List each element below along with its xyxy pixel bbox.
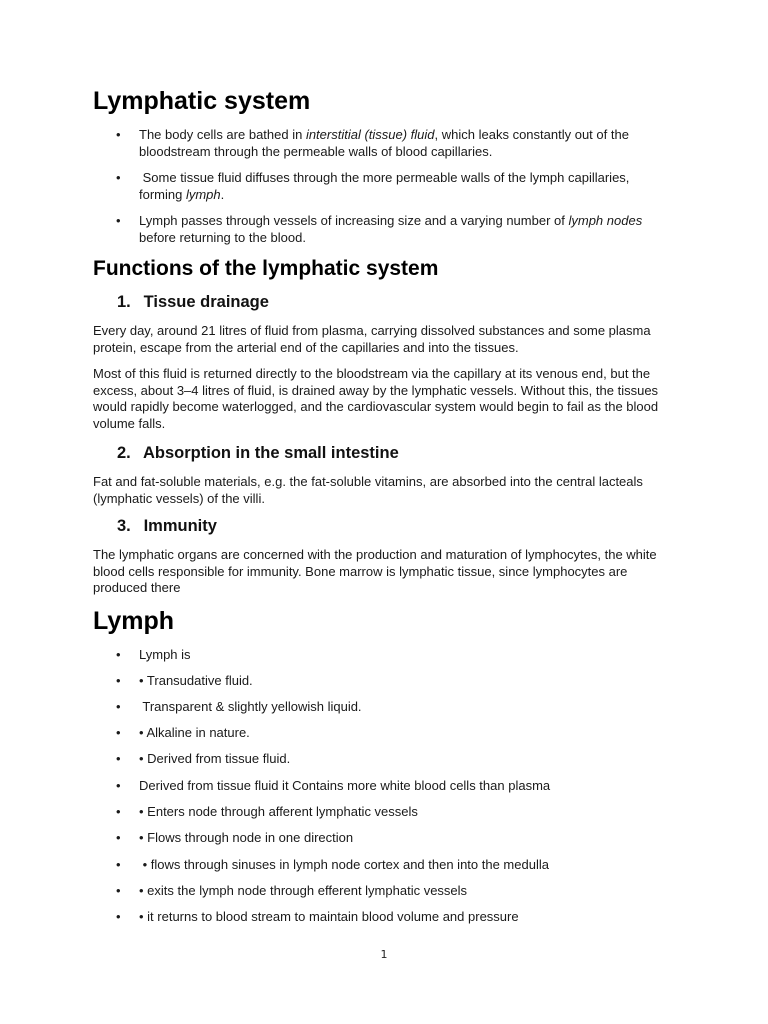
bullet-text: Derived from tissue fluid it Contains more white blood cells than plasma — [139, 778, 551, 793]
bullet-text: before returning to the blood. — [139, 229, 306, 245]
subheading-immunity — [117, 515, 217, 537]
bullet-icon: • — [116, 213, 121, 228]
paragraph: Every day, around 21 litres of fluid from plasma, carrying dissolved substances and some plasma protein, escape from the arterial end of the capillaries and into the tissues. — [93, 323, 651, 355]
heading-lymphatic-system: Lymphatic system — [93, 87, 311, 115]
bullet-icon: • — [116, 673, 121, 688]
bullet-text-italic: interstitial (tissue) fluid — [305, 127, 435, 142]
subheading-absorption — [117, 442, 399, 464]
bullet-icon: • — [116, 909, 121, 924]
subheading-title: Tissue drainage — [143, 293, 269, 311]
bullet-item — [116, 909, 676, 926]
bullet-item — [116, 830, 676, 847]
bullet-item — [116, 127, 676, 160]
bullet-text: The body cells are bathed in — [139, 127, 306, 142]
bullet-text: Some tissue fluid diffuses through the more permeable walls of the lymph capillaries, forming — [139, 170, 634, 202]
bullet-text: • Transudative fluid. — [139, 673, 253, 688]
paragraph: Fat and fat-soluble materials, e.g. the fat-soluble vitamins, are absorbed into the central lacteals (lymphatic vessels) of the villi. — [93, 474, 643, 506]
bullet-item — [116, 673, 676, 690]
bullet-icon: • — [116, 778, 121, 793]
bullet-icon: • — [116, 857, 121, 872]
bullet-icon: • — [116, 699, 121, 714]
bullet-icon: • — [116, 170, 121, 185]
bullet-text-italic: lymph nodes — [568, 213, 643, 228]
bullet-item — [116, 647, 676, 664]
bullet-text: • Derived from tissue fluid. — [139, 751, 291, 766]
bullet-text-italic: lymph — [185, 186, 221, 202]
bullet-item — [116, 883, 676, 900]
bullet-text: Lymph is — [139, 647, 191, 662]
bullet-text: • it returns to blood stream to maintain blood volume and pressure — [139, 909, 519, 924]
bullet-icon: • — [116, 883, 121, 898]
subheading-title: Immunity — [143, 517, 217, 535]
bullet-item — [116, 170, 676, 203]
paragraph: Most of this fluid is returned directly to the bloodstream via the capillary at its venous end, but the excess, about 3–4 litres of fluid, is drained away by the lymphatic vessels. Without this, the tissues would rapidly become waterlogged, and the cardiovascular system would begin to fail as the blood volume falls. — [93, 366, 659, 431]
heading-lymph: Lymph — [93, 607, 175, 635]
bullet-text: • Alkaline in nature. — [139, 725, 250, 740]
bullet-icon: • — [116, 804, 121, 819]
subheading-number: 2. — [117, 444, 131, 462]
subheading-number: 3. — [117, 517, 131, 535]
bullet-text: , which leaks constantly out of the bloodstream through the permeable walls of blood capillaries. — [139, 127, 629, 159]
subheading-number: 1. — [117, 293, 131, 311]
bullet-text: • exits the lymph node through efferent lymphatic vessels — [139, 883, 468, 898]
bullet-text: . — [220, 186, 225, 202]
bullet-item — [116, 751, 676, 768]
subheading-tissue-drainage — [117, 291, 269, 313]
page-number: 1 — [380, 948, 388, 961]
bullet-item — [116, 213, 676, 246]
heading-functions: Functions of the lymphatic system — [93, 257, 439, 280]
bullet-item — [116, 857, 676, 874]
bullet-icon: • — [116, 725, 121, 740]
bullet-item — [116, 725, 676, 742]
bullet-icon: • — [116, 830, 121, 845]
bullet-icon: • — [116, 647, 121, 662]
paragraph: The lymphatic organs are concerned with the production and maturation of lymphocytes, the white blood cells responsible for immunity. Bone marrow is lymphatic tissue, since lymphocytes are produced there — [93, 547, 657, 595]
subheading-title: Absorption in the small intestine — [142, 444, 399, 462]
bullet-text: • Flows through node in one direction — [139, 830, 354, 845]
bullet-text: • Enters node through afferent lymphatic vessels — [139, 804, 418, 819]
bullet-item — [116, 699, 676, 716]
bullet-text: Lymph passes through vessels of increasing size and a varying number of — [139, 213, 569, 228]
bullet-icon: • — [116, 751, 121, 766]
bullet-icon: • — [116, 127, 121, 142]
bullet-item — [116, 778, 676, 795]
bullet-item — [116, 804, 676, 821]
bullet-text: • flows through sinuses in lymph node cortex and then into the medulla — [139, 857, 549, 872]
bullet-text: Transparent & slightly yellowish liquid. — [139, 699, 362, 714]
